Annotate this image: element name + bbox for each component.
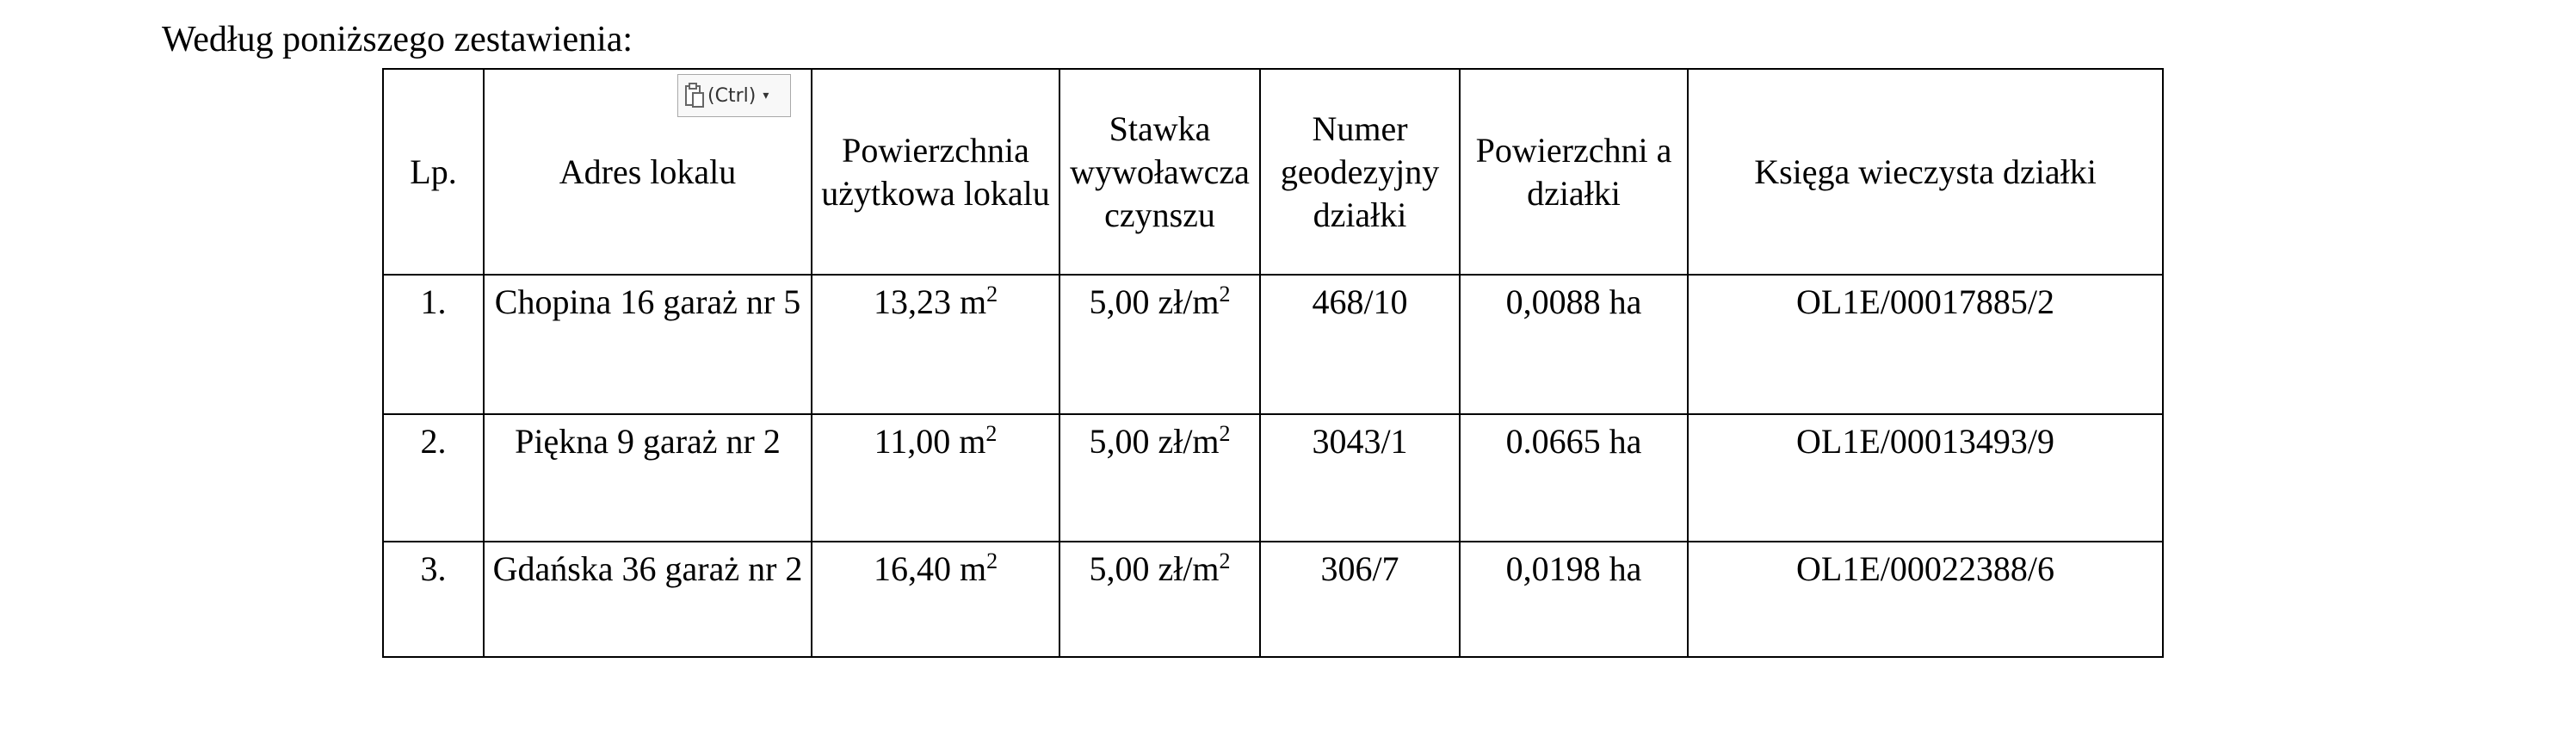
table-row [383,275,2163,414]
row-area: 11,00 $m^2$ [874,421,998,461]
header-lp [383,69,484,275]
table-header-row [383,69,2163,275]
table-row [383,414,2163,542]
row-address: Gdańska 36 garaż nr 2 [492,549,803,588]
cell-parcel-area [1460,414,1688,542]
cell-land-register [1688,275,2163,414]
cell-rate [1059,275,1260,414]
row-lp: 3. [420,549,447,588]
header-land-register [1688,69,2163,275]
cell-parcel-no [1260,275,1460,414]
row-land-register: OL1E/00013493/9 [1796,422,2054,461]
header-rent-rate-label: Stawka wywoławcza czynszu [1070,108,1250,234]
row-area: 13,23 $m^2$ [873,282,998,321]
row-rate: 5,00 $zł/m^2$ [1089,421,1231,461]
cell-land-register [1688,414,2163,542]
header-lp-label: Lp. [410,152,457,191]
row-rate: 5,00 $zł/m^2$ [1089,282,1231,321]
header-parcel-number [1260,69,1460,275]
header-land-register-label: Księga wieczysta działki [1754,152,2097,191]
cell-area [812,542,1059,657]
row-address: Piękna 9 garaż nr 2 [515,422,781,461]
cell-parcel-area [1460,275,1688,414]
header-address-label: Adres lokalu [559,152,737,191]
header-parcel-area [1460,69,1688,275]
row-parcel-no: 306/7 [1320,549,1399,588]
header-parcel-area-label: Powierzchni a działki [1475,130,1672,213]
row-lp: 1. [420,282,447,321]
cell-address [484,542,812,657]
chevron-down-icon: ▾ [763,89,769,102]
cell-lp [383,414,484,542]
cell-lp [383,542,484,657]
cell-parcel-no [1260,414,1460,542]
cell-rate [1059,542,1260,657]
row-area: 16,40 $m^2$ [873,548,998,588]
cell-address [484,275,812,414]
intro-text: Według poniższego zestawienia: [162,20,633,59]
premises-table [382,68,2164,658]
cell-parcel-area [1460,542,1688,657]
table-row [383,542,2163,657]
header-rent-rate [1059,69,1260,275]
row-parcel-area: 0,0198 ha [1505,549,1642,588]
paste-options-label: (Ctrl) [707,84,757,107]
cell-parcel-no [1260,542,1460,657]
cell-lp [383,275,484,414]
cell-land-register [1688,542,2163,657]
row-lp: 2. [420,422,447,461]
row-parcel-area: 0,0088 ha [1505,282,1642,321]
paste-options-button[interactable] [677,74,791,117]
row-land-register: OL1E/00022388/6 [1796,549,2054,588]
row-parcel-area: 0.0665 ha [1505,422,1642,461]
row-address: Chopina 16 garaż nr 5 [494,282,801,321]
row-parcel-no: 3043/1 [1312,422,1408,461]
cell-area [812,275,1059,414]
header-usable-area-label: Powierzchnia użytkowa lokalu [821,130,1050,213]
row-rate: 5,00 $zł/m^2$ [1089,548,1231,588]
clipboard-paste-icon [685,83,704,108]
cell-area [812,414,1059,542]
cell-rate [1059,414,1260,542]
cell-address [484,414,812,542]
row-land-register: OL1E/00017885/2 [1796,282,2054,321]
row-parcel-no: 468/10 [1312,282,1408,321]
header-parcel-number-label: Numer geodezyjny działki [1280,108,1440,234]
header-usable-area [812,69,1059,275]
